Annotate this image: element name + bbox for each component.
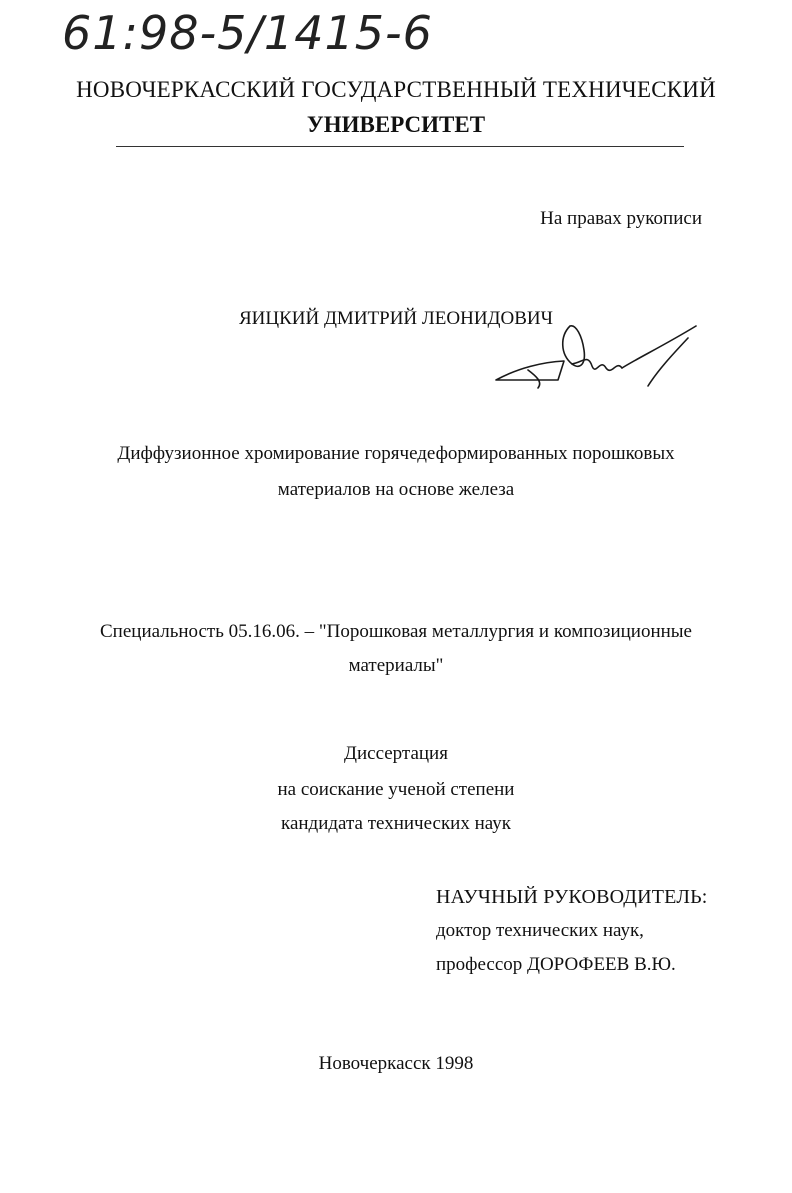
degree-name: кандидата технических наук [281,813,511,834]
rights-note: На правах рукописи [540,208,702,229]
signature [488,306,703,396]
university-name-line1: НОВОЧЕРКАССКИЙ ГОСУДАРСТВЕННЫЙ ТЕХНИЧЕСКИЙ [76,77,716,102]
handwritten-archive-code: 61:98-5/1415-6 [62,6,433,60]
dissertation-type: Диссертация [344,743,448,764]
supervisor-name: профессор ДОРОФЕЕВ В.Ю. [436,954,676,975]
dissertation-title-line1: Диффузионное хромирование горячедеформированных порошковых [117,443,675,464]
header-divider [116,146,684,147]
place-and-year: Новочеркасск 1998 [318,1053,474,1074]
specialty-line2: материалы" [348,655,444,676]
university-name-line2: УНИВЕРСИТЕТ [306,112,486,137]
author-name: ЯИЦКИЙ ДМИТРИЙ ЛЕОНИДОВИЧ [238,308,553,329]
supervisor-heading: НАУЧНЫЙ РУКОВОДИТЕЛЬ: [436,886,708,908]
supervisor-degree: доктор технических наук, [436,920,644,941]
degree-purpose: на соискание ученой степени [277,779,515,800]
dissertation-title-line2: материалов на основе железа [277,479,515,500]
specialty-line1: Специальность 05.16.06. – "Порошковая металлургия и композиционные [100,621,692,642]
